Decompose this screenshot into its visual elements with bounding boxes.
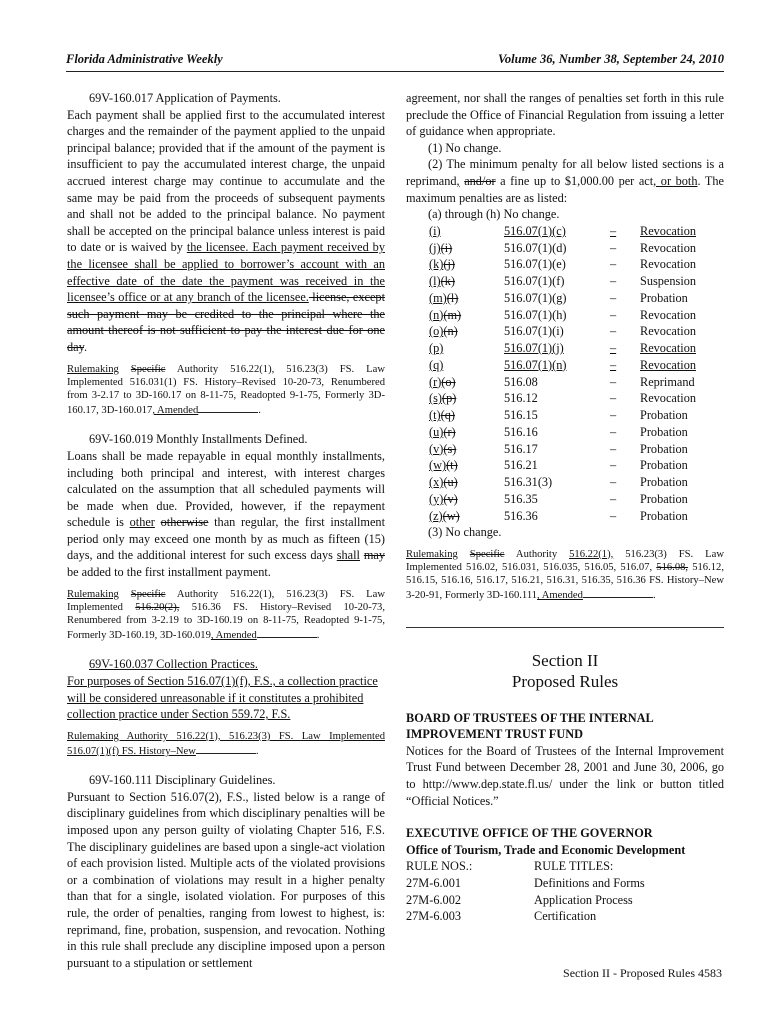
trustees-notice: Notices for the Board of Trustees of the Internal Improvement Trust Fund between December 28, 2001 and June 30, 2006, go to http://www.dep.state.fl.us/ under the link or button titled “Official Notices.” (406, 743, 724, 808)
penalty-section: 516.31(3) (504, 475, 553, 489)
penalty-dash: – (610, 257, 617, 272)
penalty-letter: (j)(i) (429, 240, 453, 255)
penalty-dash: – (610, 374, 617, 389)
rule-111-body: Pursuant to Section 516.07(2), F.S., listed below is a range of disciplinary guidelines from which disciplinary penalties will be imposed upon any person guilty of violating Chapter 516, F.S. The disciplinary guidelines are based upon a single-act violation of each provision listed. Multiple acts of the violated provisions or a combination of violations may result in a higher penalty than that for a single, isolated violation. For purposes of this rule, the order of penalties, ranging from lowest to highest, is: reprimand, fine, probation, suspension, and revocation. Nothing in this rule shall preclude any discipline imposed upon a person pursuant to a stipulation or settlement (67, 789, 385, 970)
penalty-row (429, 508, 696, 525)
section-subtitle: Proposed Rules (511, 671, 619, 691)
penalty-level: Revocation (640, 357, 697, 372)
penalty-level: Probation (640, 508, 688, 523)
penalty-section: 516.15 (504, 408, 538, 422)
penalty-level: Probation (640, 458, 688, 473)
penalty-dash: – (610, 508, 617, 523)
penalty-level: Reprimand (640, 374, 695, 389)
penalty-section: 516.07(1)(n) (504, 357, 567, 372)
rule-017-body: Each payment shall be applied first to the accumulated interest charges and the remainder of the payment applied to the unpaid principal balance; provided that if the amount of the payment is insufficient to pay the accumulated interest charge, the unpaid accrued interest charge may continue to accumulate and the same may be paid from the proceeds of subsequent payments and shall not be added to the principal balance. No payment shall be accepted on the principal balance unless interest is paid to date or is waived by the licensee. Each payment received by the licensee shall be applied to borrower’s account with an effective date of the date the payment was received in the licensee’s office or at any branch of the licensee. license, except such payment may be credited to the principal where the amount thereof is not sufficient to pay the interest due for one day. (67, 107, 385, 354)
rule-017-title: 69V-160.017 Application of Payments. (89, 91, 281, 105)
penalty-level: Probation (640, 424, 688, 439)
penalty-section: 516.07(1)(h) (504, 307, 567, 322)
rule-037-authority: Rulemaking Authority 516.22(1), 516.23(3) FS. Law Implemented 516.07(1)(f) FS. History–New . (67, 730, 385, 758)
penalty-dash: – (610, 458, 617, 473)
penalty-dash: – (610, 240, 617, 255)
penalty-section: 516.07(1)(g) (504, 290, 567, 305)
penalty-letter: (t)(q) (429, 408, 455, 422)
penalty-level: Revocation (640, 257, 697, 272)
penalty-row (429, 407, 696, 424)
rule-037-title: 69V-160.037 Collection Practices. (89, 657, 258, 672)
section-title: Section II (531, 650, 599, 670)
rule-111-title: 69V-160.111 Disciplinary Guidelines. (89, 773, 276, 788)
header-rule (66, 71, 724, 72)
penalty-dash: – (610, 341, 617, 355)
penalty-level: Revocation (640, 341, 697, 355)
rule-list-item (406, 875, 724, 892)
penalty-row (429, 273, 696, 290)
rule-019-authority: Rulemaking Specific Authority 516.22(1), 516.23(3) FS. Law Implemented 516.20(2), 516.36 FS. History–Revised 10-20-73, Renumbered from 3-2.19 to 3D-160.19 on 8-11-75, Readopted 9-1-75, Formerly 3D-160.19, 3D-160.019, Amended . (67, 588, 385, 642)
penalty-section: 516.07(1)(d) (504, 240, 567, 255)
subsection-1: (1) No change. (428, 140, 502, 155)
penalty-row (429, 491, 696, 508)
penalty-dash: – (610, 274, 617, 288)
penalty-level: Probation (640, 290, 688, 305)
penalty-level: Probation (640, 408, 688, 422)
subsection-a-h: (a) through (h) No change. (428, 207, 560, 222)
penalty-row (429, 223, 696, 240)
penalty-letter: (z)(w) (429, 508, 460, 523)
penalty-section: 516.07(1)(j) (504, 341, 564, 355)
trustees-heading: BOARD OF TRUSTEES OF THE INTERNAL IMPROVEMENT TRUST FUND (406, 710, 654, 742)
penalty-dash: – (610, 357, 617, 372)
penalty-dash: – (610, 307, 617, 322)
penalty-level: Probation (640, 491, 688, 506)
rule-111-authority: Rulemaking Specific Authority 516.22(1), 516.23(3) FS. Law Implemented 516.02, 516.031, 516.035, 516.05, 516.07, 516.08, 516.12, 516.15, 516.16, 516.17, 516.21, 516.31, 516.35, 516.36 FS. History–New 3-20-91, Formerly 3D-160.111, Amended . (406, 548, 724, 602)
rule-number: 27M-6.003 (406, 909, 461, 924)
issue-info: Volume 36, Number 38, September 24, 2010 (497, 52, 724, 66)
penalty-row (429, 424, 696, 441)
penalty-level: Probation (640, 441, 688, 456)
rule-111-continued: agreement, nor shall the ranges of penalties set forth in this rule preclude the Office of Financial Regulation from issuing a letter of guidance when appropriate. (406, 91, 724, 139)
penalty-row (429, 290, 696, 307)
penalty-dash: – (610, 391, 617, 406)
rule-title: Application Process (534, 892, 633, 907)
penalty-letter: (w)(t) (429, 458, 458, 473)
penalty-letter: (n)(m) (429, 307, 462, 322)
rule-list-header: RULE NOS.: RULE TITLES: (406, 859, 614, 874)
penalty-section: 516.07(1)(e) (504, 257, 566, 272)
penalty-section: 516.07(1)(f) (504, 274, 565, 288)
penalty-row (429, 340, 696, 357)
rule-title: Certification (534, 909, 597, 924)
penalty-section: 516.17 (504, 441, 538, 456)
publication-title: Florida Administrative Weekly (66, 52, 223, 66)
section-heading (406, 650, 724, 692)
penalty-dash: – (610, 223, 617, 238)
penalty-row (429, 323, 696, 340)
penalty-letter: (q) (429, 357, 444, 372)
penalty-row (429, 256, 696, 273)
governor-subheading: Office of Tourism, Trade and Economic Development (406, 842, 686, 857)
rule-list-item (406, 892, 724, 909)
penalty-row (429, 374, 696, 391)
governor-heading: EXECUTIVE OFFICE OF THE GOVERNOR (406, 826, 653, 841)
penalty-letter: (x)(u) (429, 475, 458, 489)
penalty-level: Revocation (640, 307, 697, 322)
penalty-row (429, 474, 696, 491)
penalty-letter: (r)(o) (429, 374, 456, 389)
rule-019-title: 69V-160.019 Monthly Installments Defined. (89, 432, 308, 447)
penalty-dash: – (610, 491, 617, 506)
rule-037-body: For purposes of Section 516.07(1)(f), F.S., a collection practice will be considered unreasonable if it constitutes a prohibited collection practice under Section 559.72, F.S. (67, 674, 378, 722)
penalty-letter: (i) (429, 223, 441, 238)
penalty-section: 516.36 (504, 508, 538, 523)
rule-list (406, 875, 724, 925)
penalty-dash: – (610, 324, 617, 339)
penalty-letter: (s)(p) (429, 391, 457, 406)
penalty-dash: – (610, 475, 617, 489)
penalty-section: 516.08 (504, 374, 538, 389)
penalty-row (429, 240, 696, 257)
penalty-row (429, 457, 696, 474)
rule-number: 27M-6.001 (406, 876, 461, 890)
subsection-2: (2) The minimum penalty for all below listed sections is a reprimand, and/or a fine up to $1,000.00 per act, or both. The maximum penalties are as listed: (406, 157, 724, 205)
penalty-row (429, 441, 696, 458)
right-column (406, 90, 724, 925)
page-footer: Section II - Proposed Rules 4583 (563, 966, 722, 980)
penalty-row (429, 357, 696, 374)
rule-list-item (406, 908, 724, 925)
penalty-letter: (o)(n) (429, 324, 458, 339)
penalty-level: Suspension (640, 274, 697, 288)
rule-017-authority: Rulemaking Specific Authority 516.22(1), 516.23(3) FS. Law Implemented 516.031(1) FS. History–Revised 10-20-73, Renumbered from 3-2.17 to 3D-160.17 on 8-11-75, Readopted 9-1-75, Formerly 3D-160.17, 3D-160.017, Amended . (67, 363, 385, 417)
penalty-letter: (m)(l) (429, 290, 459, 305)
penalty-dash: – (610, 290, 617, 305)
penalty-dash: – (610, 424, 617, 439)
penalty-dash: – (610, 441, 617, 456)
penalty-letter: (y)(v) (429, 491, 458, 506)
penalty-section: 516.35 (504, 491, 538, 506)
penalty-level: Probation (640, 475, 688, 489)
penalty-level: Revocation (640, 223, 697, 238)
penalty-section: 516.07(1)(i) (504, 324, 564, 339)
rule-title: Definitions and Forms (534, 876, 645, 890)
penalty-letter: (l)(k) (429, 274, 455, 288)
penalty-letter: (u)(r) (429, 424, 456, 439)
penalty-row (429, 390, 696, 407)
subsection-3: (3) No change. (428, 525, 502, 540)
penalty-level: Revocation (640, 391, 697, 406)
running-header (66, 52, 724, 72)
penalty-section: 516.07(1)(c) (504, 223, 566, 238)
penalty-section: 516.12 (504, 391, 538, 406)
penalty-table (429, 223, 696, 525)
penalty-section: 516.16 (504, 424, 538, 439)
section-divider (406, 627, 724, 628)
left-column (67, 90, 385, 971)
penalty-section: 516.21 (504, 458, 538, 473)
penalty-letter: (p) (429, 341, 444, 355)
penalty-level: Revocation (640, 240, 697, 255)
rule-number: 27M-6.002 (406, 892, 461, 907)
penalty-row (429, 307, 696, 324)
rule-019-body: Loans shall be made repayable in equal monthly installments, including both principal and interest, with interest charges calculated on the assumption that all scheduled payments will be made when due. Provided, however, if the repayment schedule is other otherwise than regular, the first installment period only may exceed one month by as much as fifteen (15) days, and the additional interest for such excess days shall may be added to the first installment payment. (67, 448, 386, 580)
penalty-letter: (k)(j) (429, 257, 455, 272)
penalty-dash: – (610, 408, 617, 422)
penalty-level: Revocation (640, 324, 697, 339)
penalty-letter: (v)(s) (429, 441, 457, 456)
